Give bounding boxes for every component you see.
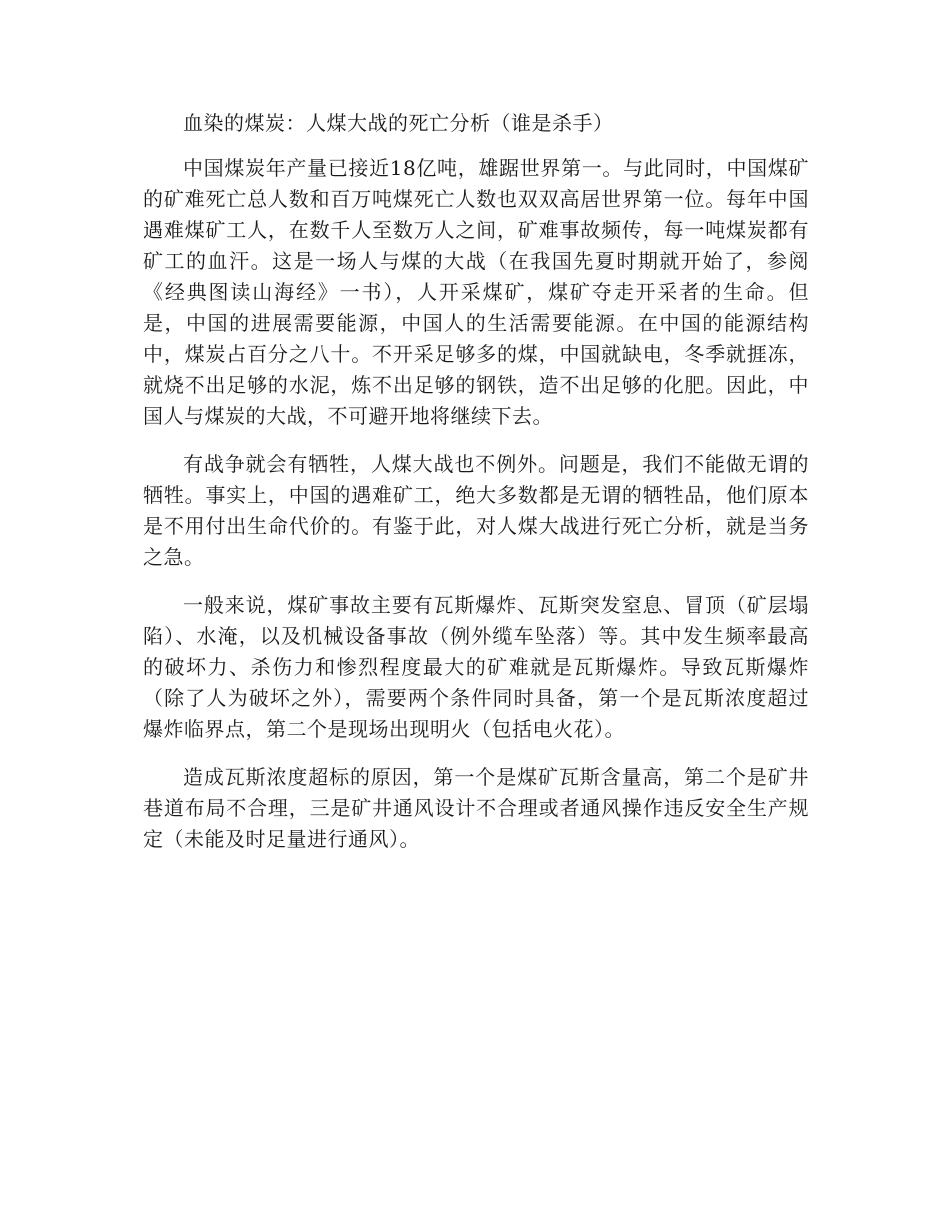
paragraph-4: 造成瓦斯浓度超标的原因，第一个是煤矿瓦斯含量高，第二个是矿井巷道布局不合理，三是矿井通风设计不合理或者通风操作违反安全生产规定（未能及时足量进行通风）。 xyxy=(143,765,809,851)
document-body xyxy=(143,108,809,872)
paragraph-3: 一般来说，煤矿事故主要有瓦斯爆炸、瓦斯突发窒息、冒顶（矿层塌陷）、水淹，以及机械设备事故（例外缆车坠落）等。其中发生频率最高的破坏力、杀伤力和惨烈程度最大的矿难就是瓦斯爆炸。导致瓦斯爆炸（除了人为破坏之外），需要两个条件同时具备，第一个是瓦斯浓度超过爆炸临界点，第二个是现场出现明火（包括电火花）。 xyxy=(143,593,809,741)
document-title: 血染的煤炭：人煤大战的死亡分析（谁是杀手） xyxy=(183,111,614,135)
paragraph-1: 中国煤炭年产量已接近18亿吨，雄踞世界第一。与此同时，中国煤矿的矿难死亡总人数和百万吨煤死亡人数也双双高居世界第一位。每年中国遇难煤矿工人，在数千人至数万人之间，矿难事故频传，每一吨煤炭都有矿工的血汗。这是一场人与煤的大战（在我国先夏时期就开始了，参阅《经典图读山海经》一书），人开采煤矿，煤矿夺走开采者的生命。但是，中国的进展需要能源，中国人的生活需要能源。在中国的能源结构中，煤炭占百分之八十。不开采足够多的煤，中国就缺电，冬季就捱冻，就烧不出足够的水泥，炼不出足够的钢铁，造不出足够的化肥。因此，中国人与煤炭的大战，不可避开地将继续下去。 xyxy=(143,156,809,428)
paragraph-2: 有战争就会有牺牲，人煤大战也不例外。问题是，我们不能做无谓的牺牲。事实上，中国的遇难矿工，绝大多数都是无谓的牺牲品，他们原本是不用付出生命代价的。有鉴于此，对人煤大战进行死亡分析，就是当务之急。 xyxy=(143,452,809,569)
